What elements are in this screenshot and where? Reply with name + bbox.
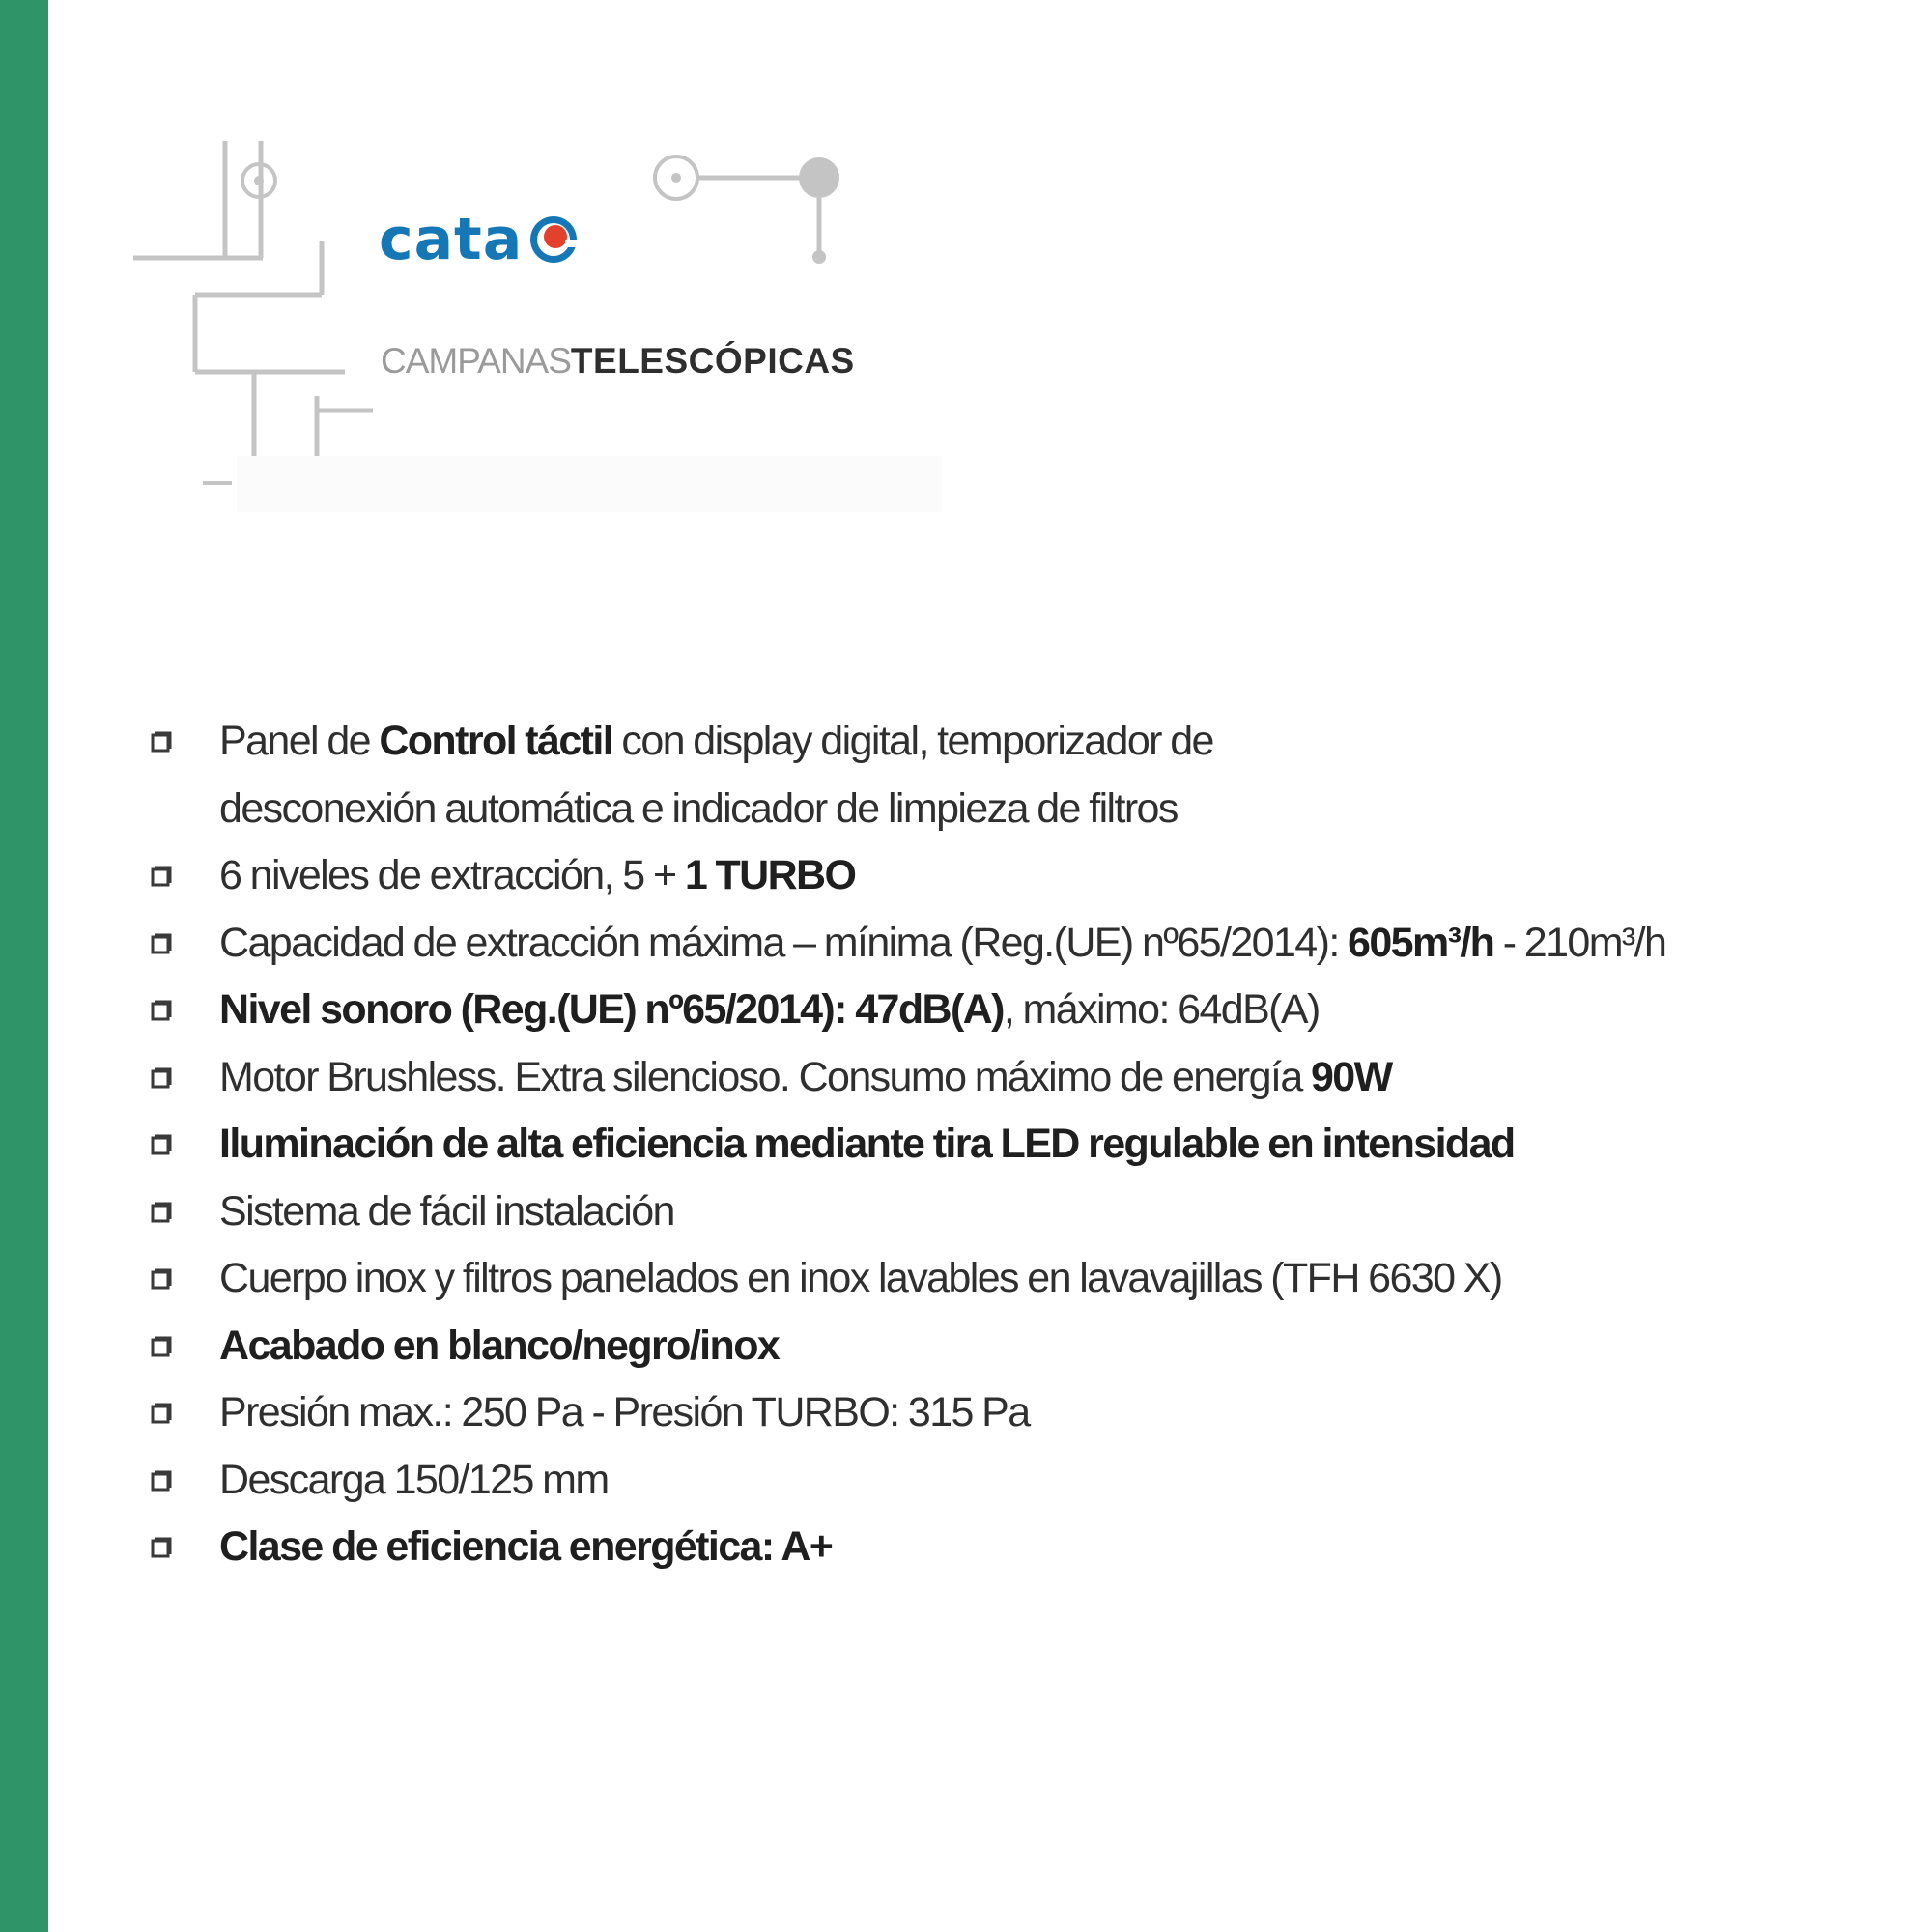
checkbox-bullet-icon xyxy=(151,1470,172,1492)
feature-list-item xyxy=(145,1447,1903,1515)
feature-list-item xyxy=(145,842,1903,910)
checkbox-bullet-icon xyxy=(151,1067,172,1089)
feature-text-bold: 1 TURBO xyxy=(684,852,856,898)
feature-text: , máximo: 64dB(A) xyxy=(1003,986,1320,1033)
feature-list-item xyxy=(145,910,1903,978)
feature-text: Motor Brushless. Extra silencioso. Consumo máximo de energía xyxy=(219,1053,1311,1100)
checkbox-bullet-icon xyxy=(151,1403,172,1424)
feature-text: Descarga 150/125 mm xyxy=(219,1456,609,1503)
checkbox-bullet-icon xyxy=(151,933,172,954)
section-title-light: CAMPANAS xyxy=(381,341,571,381)
feature-list-item xyxy=(145,1044,1903,1112)
feature-text: Cuerpo inox y filtros panelados en inox lavables en lavavajillas (TFH 6630 X) xyxy=(219,1255,1502,1301)
feature-list-item xyxy=(145,708,1311,842)
feature-text-bold: 605m³/h xyxy=(1348,919,1494,966)
feature-text-bold: Nivel sonoro (Reg.(UE) nº65/2014): 47dB(A) xyxy=(219,986,1004,1033)
feature-list-item xyxy=(145,1179,1903,1246)
feature-list-item xyxy=(145,1379,1903,1447)
feature-text-bold: Clase de eficiencia energética: A+ xyxy=(219,1523,833,1570)
checkbox-bullet-icon xyxy=(151,1134,172,1155)
feature-list-item xyxy=(145,1245,1903,1313)
deco-dot xyxy=(812,250,826,264)
checkbox-bullet-icon xyxy=(151,1268,172,1290)
feature-text: Panel de xyxy=(219,718,380,764)
checkbox-bullet-icon xyxy=(151,1336,172,1357)
brand-logo-text: cata xyxy=(379,206,524,273)
section-title-bold: TELESCÓPICAS xyxy=(570,341,855,381)
feature-list-item xyxy=(145,1313,1903,1380)
feature-text: - 210m³/h xyxy=(1493,919,1666,966)
feature-list-item xyxy=(145,1514,1903,1581)
brand-logo xyxy=(379,201,579,278)
checkbox-bullet-icon xyxy=(151,731,172,753)
feature-text: Sistema de fácil instalación xyxy=(219,1187,674,1235)
feature-list xyxy=(145,708,1903,1581)
checkbox-bullet-icon xyxy=(151,1537,172,1558)
feature-text: Presión max.: 250 Pa - Presión TURBO: 315 Pa xyxy=(219,1389,1030,1435)
cata-swirl-icon xyxy=(528,214,579,265)
feature-list-item xyxy=(145,977,1903,1044)
feature-list-item xyxy=(145,1111,1903,1179)
feature-text: 6 niveles de extracción, 5 + xyxy=(219,852,685,898)
feature-text-bold: Control táctil xyxy=(379,718,613,764)
deco-dot xyxy=(799,157,839,198)
checkbox-bullet-icon xyxy=(151,1202,172,1223)
feature-text-bold: Iluminación de alta eficiencia mediante tira LED regulable en intensidad xyxy=(219,1121,1515,1167)
feature-text: Capacidad de extracción máxima – mínima (Reg.(UE) nº65/2014): xyxy=(219,919,1349,966)
faint-band xyxy=(237,456,942,512)
feature-text-bold: Acabado en blanco/negro/inox xyxy=(219,1321,780,1369)
checkbox-bullet-icon xyxy=(151,1000,172,1021)
deco-dot xyxy=(254,176,264,185)
section-title xyxy=(381,343,855,379)
deco-dot xyxy=(671,173,681,183)
feature-text: con display digital, temporizador de desconexión automática e indicador de limpieza de filtros xyxy=(219,718,1213,832)
feature-text-bold: 90W xyxy=(1310,1053,1392,1100)
checkbox-bullet-icon xyxy=(151,866,172,887)
